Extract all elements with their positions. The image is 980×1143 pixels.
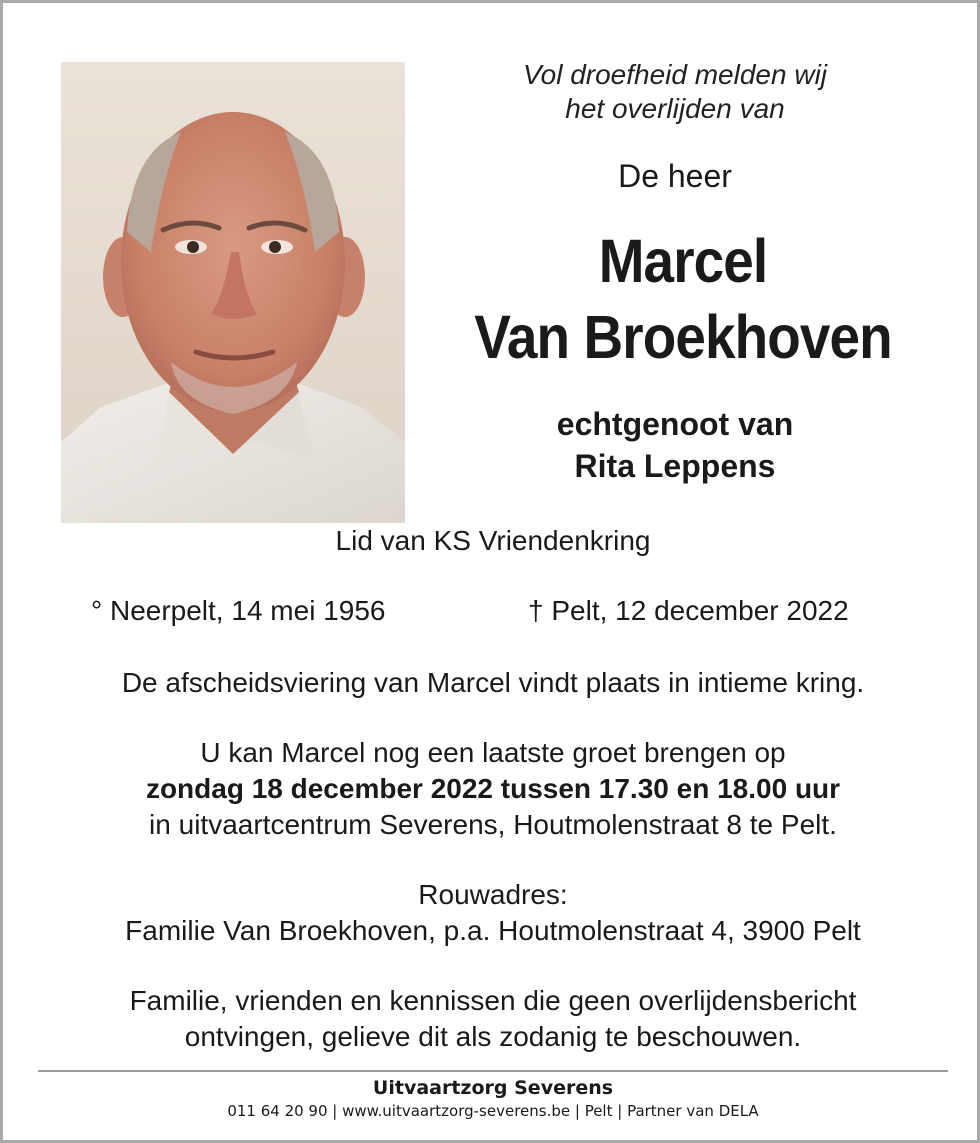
ceremony-text: De afscheidsviering van Marcel vindt plaats in intieme kring. [121, 667, 865, 698]
first-name: Marcel [598, 227, 768, 295]
visitation-location: in uitvaartcentrum Severens, Houtmolenstraat 8 te Pelt. [149, 809, 837, 840]
closing-line-2: ontvingen, gelieve dit als zodanig te beschouwen. [184, 1021, 802, 1052]
spouse-block [463, 403, 887, 487]
mourning-address-label: Rouwadres: [418, 879, 568, 910]
intro-line-2: het overlijden van [565, 93, 785, 124]
spouse-label: echtgenoot van [556, 406, 794, 442]
visitation-block [3, 735, 980, 843]
membership: Lid van KS Vriendenkring [335, 525, 651, 556]
last-name: Van Broekhoven [474, 303, 892, 371]
birth-date: ° Neerpelt, 14 mei 1956 [91, 595, 386, 626]
intro-text [463, 58, 887, 126]
closing-line-1: Familie, vrienden en kennissen die geen overlijdensbericht [129, 985, 857, 1016]
closing-note [3, 983, 980, 1055]
mourning-address: Familie Van Broekhoven, p.a. Houtmolenstraat 4, 3900 Pelt [125, 915, 861, 946]
funeral-company-info: 011 64 20 90 | www.uitvaartzorg-severens.be | Pelt | Partner van DELA [227, 1102, 759, 1120]
portrait-illustration [61, 62, 405, 523]
portrait-photo [61, 62, 405, 523]
deceased-name [458, 223, 908, 375]
funeral-company-name: Uitvaartzorg Severens [372, 1077, 614, 1099]
mourning-address-block [3, 877, 980, 949]
spouse-name: Rita Leppens [574, 448, 776, 484]
visitation-line-1: U kan Marcel nog een laatste groet brengen op [200, 737, 786, 768]
footer-divider [38, 1070, 948, 1072]
death-date: † Pelt, 12 december 2022 [528, 595, 849, 626]
visitation-datetime: zondag 18 december 2022 tussen 17.30 en 18.00 uur [145, 773, 841, 804]
honorific: De heer [618, 158, 732, 194]
intro-line-1: Vol droefheid melden wij [522, 59, 828, 90]
